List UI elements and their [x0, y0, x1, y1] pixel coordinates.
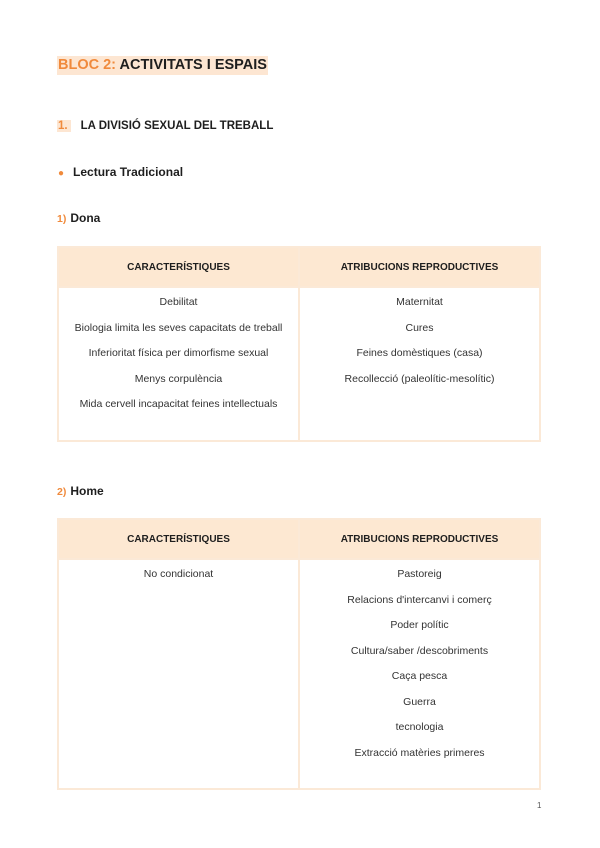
- table-cell-text: Pastoreig: [397, 568, 442, 580]
- table-cell-text: Caça pesca: [391, 670, 448, 682]
- table-body-cell: [300, 286, 539, 440]
- subheading-label: Home: [70, 484, 104, 498]
- table-body-cell: [300, 558, 539, 788]
- table-column: [298, 520, 539, 788]
- bullet-heading: [58, 165, 183, 181]
- subheading-label: Dona: [70, 211, 101, 225]
- table-cell-text: Biologia limita les seves capacitats de treball: [74, 321, 283, 334]
- table-cell-text: Feines domèstiques (casa): [356, 347, 483, 359]
- table-body-cell: [59, 286, 298, 440]
- table-cell-text: Cures: [405, 321, 434, 334]
- table-header-cell: CARACTERÍSTIQUES: [59, 248, 298, 286]
- table-column: [298, 248, 539, 440]
- table-cell-text: Extracció matèries primeres: [354, 746, 485, 759]
- table-column: [59, 248, 298, 440]
- section-heading: [57, 119, 273, 133]
- title-text: ACTIVITATS I ESPAIS: [119, 57, 267, 73]
- table-column: [59, 520, 298, 788]
- subheading-home: [57, 484, 104, 500]
- table-cell-text: Menys corpulència: [134, 372, 223, 385]
- section-label: LA DIVISIÓ SEXUAL DEL TREBALL: [80, 120, 274, 132]
- table-cell-text: Cultura/saber /descobriments: [350, 644, 489, 657]
- subheading-number: 1): [57, 213, 67, 225]
- table-home: [57, 518, 541, 790]
- table-cell-text: Poder polític: [390, 619, 449, 631]
- page-title: [57, 56, 268, 75]
- table-cell-text: Mida cervell incapacitat feines intellectuals: [79, 398, 278, 410]
- subheading-dona: [57, 211, 100, 227]
- table-cell-text: Relacions d'intercanvi i comerç: [347, 593, 492, 606]
- table-cell-text: Inferioritat física per dimorfisme sexual: [88, 347, 269, 359]
- table-cell-text: Recollecció (paleolític-mesolític): [344, 372, 495, 385]
- table-dona: [57, 246, 541, 442]
- table-header-cell: CARACTERÍSTIQUES: [59, 520, 298, 558]
- page-number: 1: [537, 801, 542, 810]
- title-bloc-number: BLOC 2:: [58, 57, 116, 73]
- section-number: 1.: [57, 120, 71, 132]
- table-body-cell: [59, 558, 298, 788]
- table-header-cell: ATRIBUCIONS REPRODUCTIVES: [300, 248, 539, 286]
- table-cell-text: tecnologia: [395, 721, 444, 733]
- table-cell-text: Maternitat: [396, 296, 443, 308]
- table-cell-text: Guerra: [403, 695, 436, 708]
- table-header-cell: ATRIBUCIONS REPRODUCTIVES: [300, 520, 539, 558]
- table-cell-text: No condicionat: [143, 568, 214, 580]
- subheading-number: 2): [57, 486, 67, 498]
- bullet-dot-icon: ●: [58, 168, 65, 179]
- table-cell-text: Debilitat: [159, 296, 198, 308]
- bullet-label: Lectura Tradicional: [73, 165, 184, 179]
